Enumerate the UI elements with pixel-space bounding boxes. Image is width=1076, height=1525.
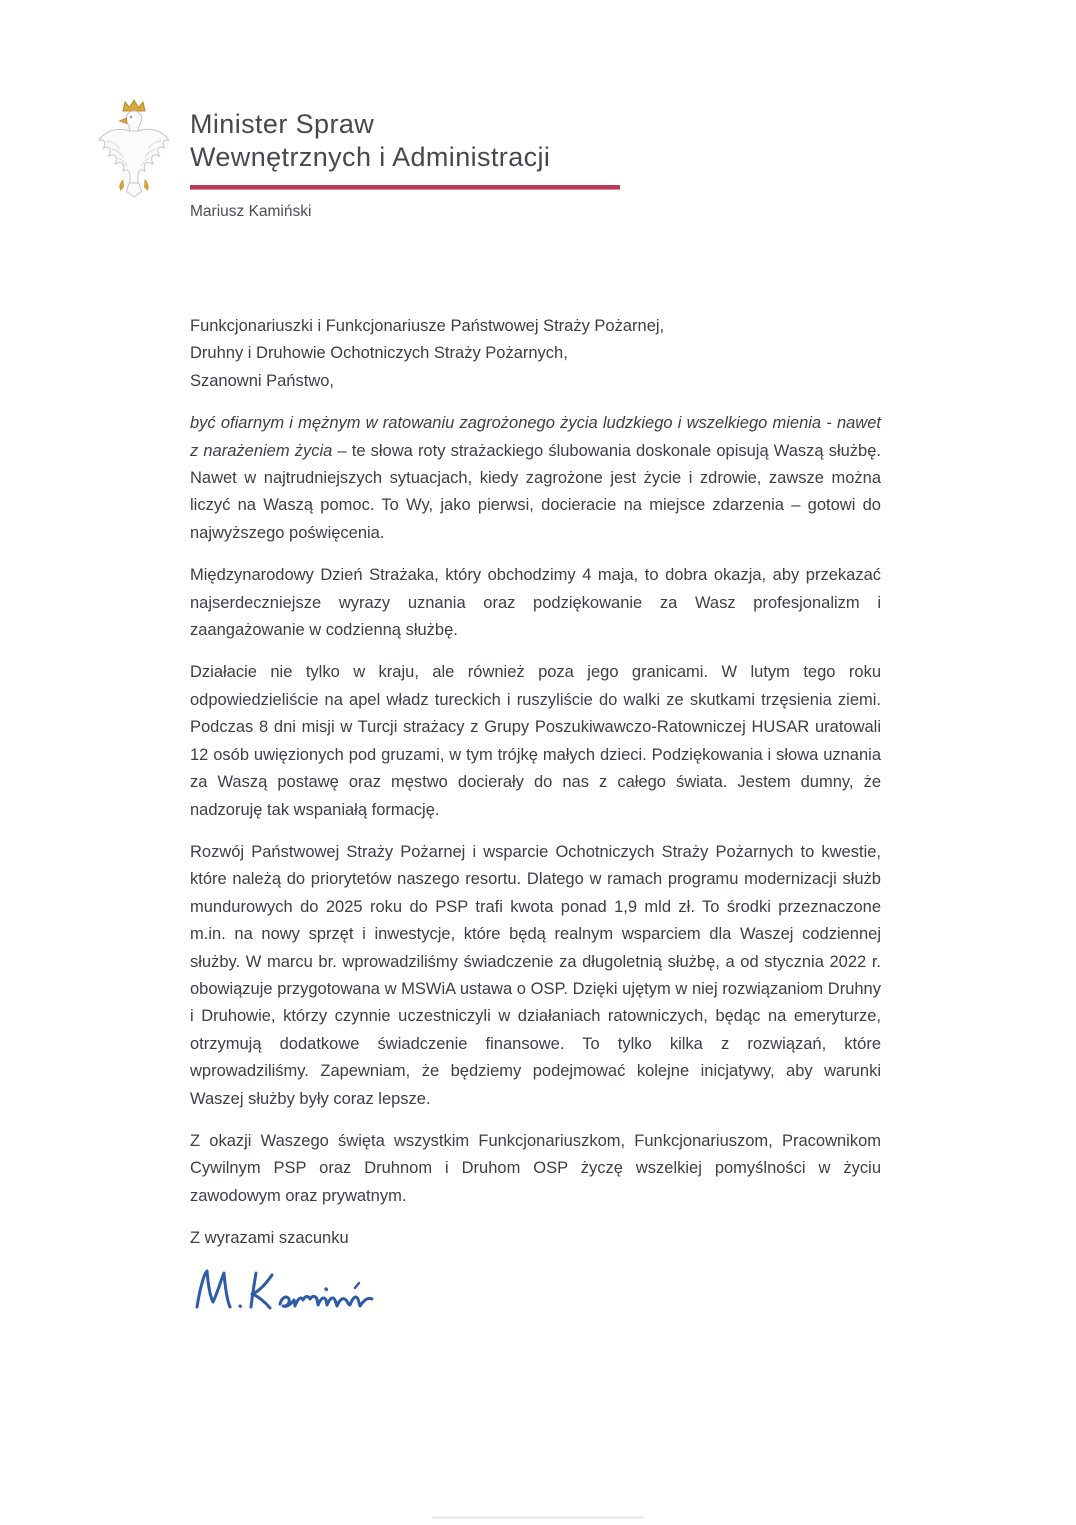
opening-continuation: – te słowa roty strażackiego ślubowania doskonale opisują Waszą służbę. Nawet w najtrudniejszych sytuacjach, kiedy zagrożone jest życie i zdrowie, zawsze można liczyć na Waszą pomoc. To Wy, jako pierwsi, docieracie na miejsce zdarzenia – gotowi do najwyższego poświęcenia. [190,441,881,542]
scan-artifact [432,1516,644,1519]
paragraph-wishes: Z okazji Waszego święta wszystkim Funkcjonariuszkom, Funkcjonariuszom, Pracownikom Cywilnym PSP oraz Druhnom i Druhom OSP życzę wszelkiej pomyślności w życiu zawodowym oraz prywatnym. [190,1131,881,1205]
ministry-title [190,108,750,174]
letter-body [190,313,881,1319]
closing-line: Z wyrazami szacunku [190,1229,349,1248]
salutation-line-2: Druhny i Druhowie Ochotniczych Straży Pożarnych, [190,344,568,363]
paragraph-opening [190,410,881,547]
polish-eagle-emblem-icon [92,97,176,199]
minister-name: Mariusz Kamiński [190,203,312,220]
ministry-title-line1: Minister Spraw [190,109,375,139]
salutation-line-1: Funkcjonariuszki i Funkcjonariusze Państwowej Straży Pożarnej, [190,317,665,335]
red-divider [190,185,620,189]
paragraph-turkey-mission: Działacie nie tylko w kraju, ale również poza jego granicami. W lutym tego roku odpowiedzieliście na apel władz tureckich i ruszyliście do walki ze skutkami trzęsienia ziemi. Podczas 8 dni misji w Turcji strażacy z Grupy Poszukiwawczo-Ratowniczej HUSAR uratowali 12 osób uwięzionych pod gruzami, w tym trójkę małych dzieci. Podziękowania i słowa uznania za Waszą postawę oraz męstwo docierały do nas z całego świata. Jestem dumny, że nadzoruję tak wspaniałą formację. [190,663,881,819]
handwritten-signature [190,1261,430,1319]
paragraph-modernization: Rozwój Państwowej Straży Pożarnej i wsparcie Ochotniczych Straży Pożarnych to kwestie, które należą do priorytetów naszego resortu. Dlatego w ramach programu modernizacji służb mundurowych do 2025 roku do PSP trafi kwota ponad 1,9 mld zł. To środki przeznaczone m.in. na nowy sprzęt i inwestycje, które będą realnym wsparciem dla Waszej codziennej służby. W marcu br. wprowadziliśmy świadczenie za długoletnią służbę, a od stycznia 2022 r. obowiązuje przygotowana w MSWiA ustawa o OSP. Dzięki ujętym w niej rozwiązaniom Druhny i Druhowie, którzy czynnie uczestniczyli w działaniach ratowniczych, będąc na emeryturze, otrzymują dodatkowe świadczenie finansowe. To tylko kilka z rozwiązań, które wprowadziliśmy. Zapewniam, że będziemy podejmować kolejne inicjatywy, aby warunki Waszej służby były coraz lepsze. [190,842,881,1108]
salutation [190,313,881,395]
ministry-title-line2: Wewnętrznych i Administracji [190,142,551,172]
paragraph-firefighters-day: Międzynarodowy Dzień Strażaka, który obchodzimy 4 maja, to dobra okazja, aby przekazać najserdeczniejsze wyrazy uznania oraz podziękowanie za Wasz profesjonalizm i zaangażowanie w codzienną służbę. [190,566,881,640]
oath-quote-italic: być ofiarnym i mężnym w ratowaniu zagrożonego życia ludzkiego i wszelkiego mienia - nawet z narażeniem życia [190,414,881,460]
salutation-line-3: Szanowni Państwo, [190,371,334,390]
letterhead-title-block [190,108,750,221]
